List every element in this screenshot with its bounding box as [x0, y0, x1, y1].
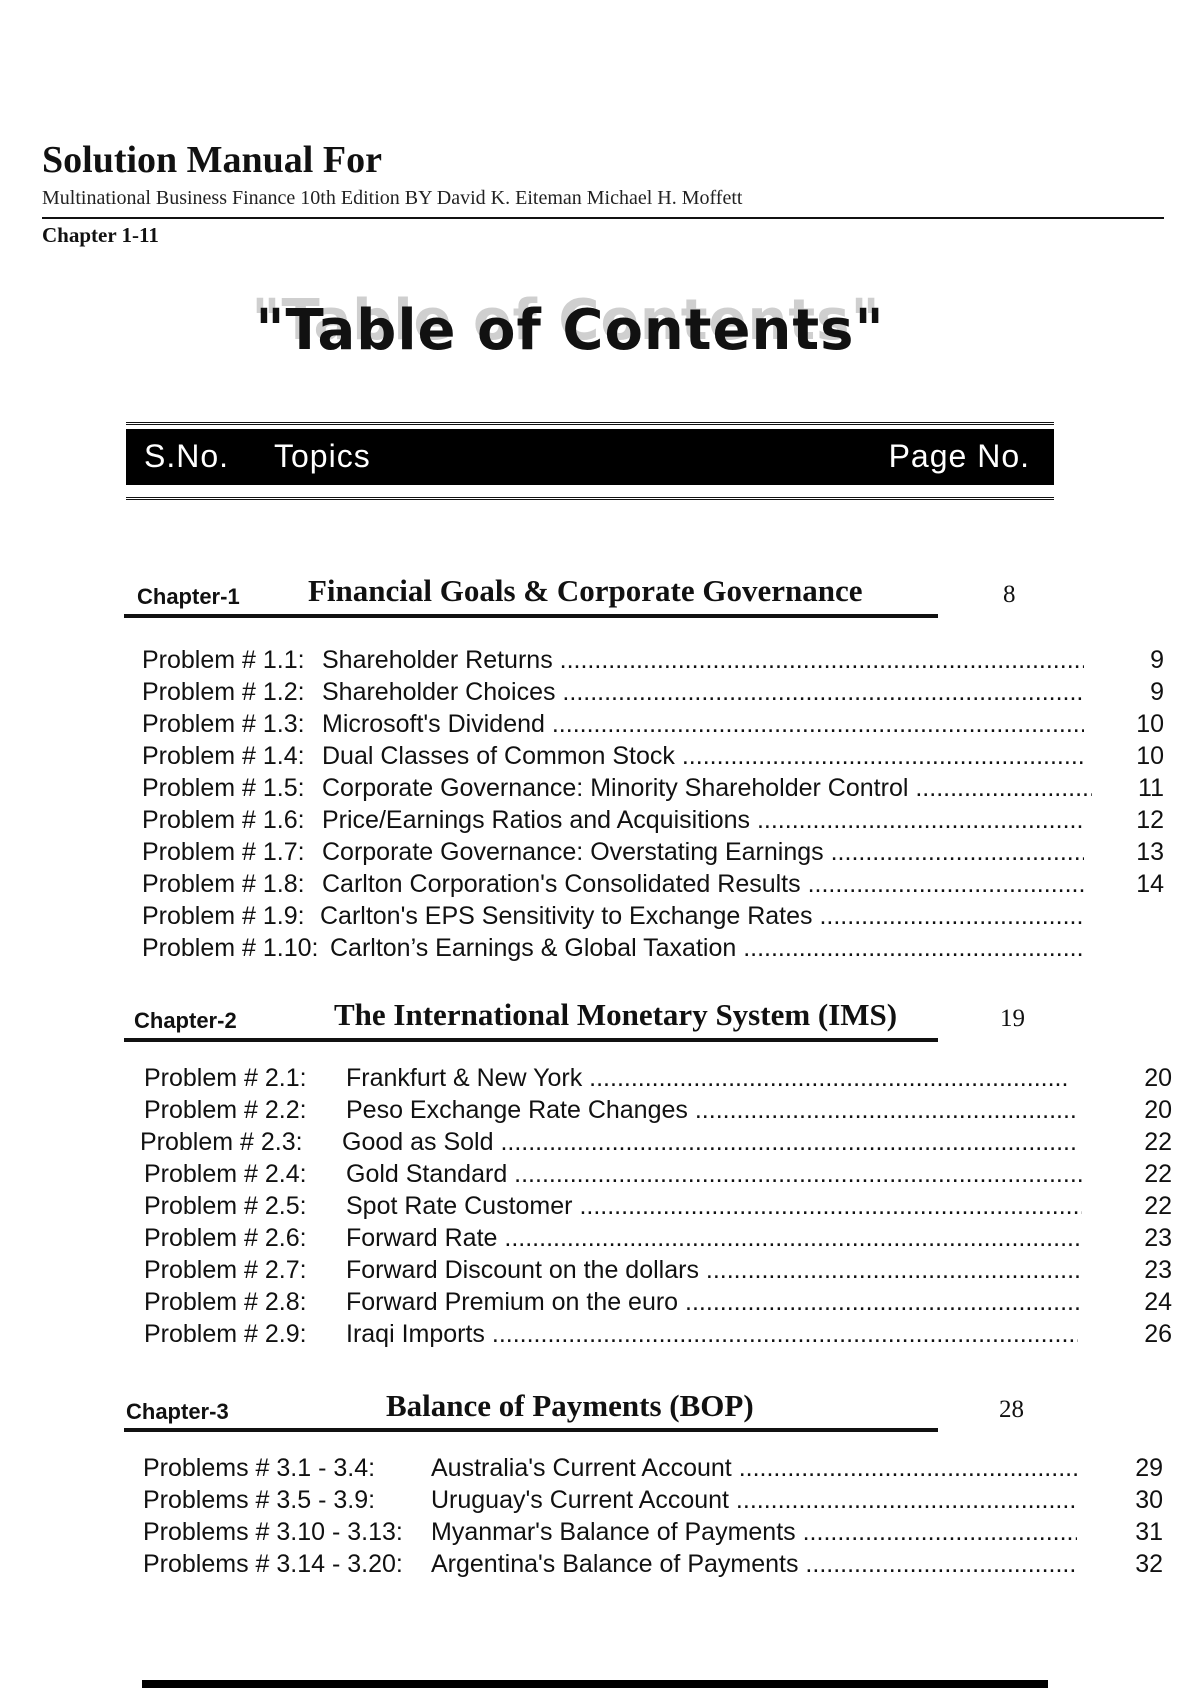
problem-topic: Peso Exchange Rate Changes .....: [346, 1096, 1078, 1125]
problem-number: Problem # 2.8:: [144, 1288, 307, 1316]
problem-page: 26: [1144, 1320, 1172, 1348]
problem-topic: Shareholder Returns .....: [322, 646, 1084, 675]
problem-page: 22: [1144, 1192, 1172, 1220]
chapter-divider: [124, 614, 938, 618]
problem-page: 14: [1136, 870, 1164, 898]
problem-number: Problems # 3.14 - 3.20:: [143, 1550, 403, 1578]
problem-topic: Dual Classes of Common Stock .....: [322, 742, 1084, 771]
problem-number: Problems # 3.5 - 3.9:: [143, 1486, 376, 1514]
problem-number: Problem # 1.1:: [142, 646, 305, 674]
problem-page: 10: [1136, 710, 1164, 738]
problem-page: 13: [1136, 838, 1164, 866]
problem-page: 23: [1144, 1224, 1172, 1252]
problem-topic: Corporate Governance: Minority Shareholder Control .....: [322, 774, 1092, 803]
problem-page: 24: [1144, 1288, 1172, 1316]
problem-topic: Price/Earnings Ratios and Acquisitions .....: [322, 806, 1084, 835]
chapter-heading: Balance of Payments (BOP): [386, 1388, 754, 1423]
problem-number: Problem # 2.9:: [144, 1320, 307, 1348]
problem-number: Problem # 1.7:: [142, 838, 305, 866]
problem-number: Problem # 2.1:: [144, 1064, 307, 1092]
problem-number: Problem # 1.4:: [142, 742, 305, 770]
problem-topic: Myanmar's Balance of Payments .....: [431, 1518, 1077, 1547]
problem-number: Problem # 2.6:: [144, 1224, 307, 1252]
problem-topic: Corporate Governance: Overstating Earnings .....: [322, 838, 1084, 867]
toc-header-bar: [126, 422, 1054, 500]
chapter-page: 28: [999, 1396, 1024, 1423]
problem-page: 31: [1135, 1518, 1163, 1546]
chapter-page: 19: [1000, 1005, 1025, 1032]
document-title: Solution Manual For: [42, 139, 382, 181]
problem-page: 30: [1135, 1486, 1163, 1514]
chapter-page: 8: [1003, 581, 1016, 608]
column-page-no: Page No.: [888, 438, 1030, 474]
problem-number: Problem # 1.5:: [142, 774, 305, 802]
problem-number: Problem # 1.9:: [142, 902, 305, 930]
problem-topic: Carlton's EPS Sensitivity to Exchange Rates .....: [320, 902, 1082, 931]
problem-page: 9: [1150, 646, 1164, 674]
problem-number: Problem # 1.2:: [142, 678, 305, 706]
problem-topic: Carlton Corporation's Consolidated Results .....: [322, 870, 1084, 899]
column-topics: Topics: [274, 438, 371, 474]
chapter-heading: The International Monetary System (IMS): [334, 997, 898, 1032]
problem-number: Problems # 3.1 - 3.4:: [143, 1454, 376, 1482]
problem-topic: Microsoft's Dividend .....: [322, 710, 1084, 739]
problem-page: 20: [1144, 1096, 1172, 1124]
problem-page: 9: [1150, 678, 1164, 706]
problem-topic: Forward Discount on the dollars .....: [346, 1256, 1082, 1285]
problem-topic: Gold Standard .....: [346, 1160, 1082, 1189]
problem-page: 32: [1135, 1550, 1163, 1578]
problem-page: 22: [1144, 1128, 1172, 1156]
problem-number: Problem # 1.10:: [142, 934, 319, 962]
problem-page: 12: [1136, 806, 1164, 834]
problem-number: Problem # 1.6:: [142, 806, 305, 834]
problem-page: 11: [1138, 774, 1164, 802]
problem-topic: Good as Sold .....: [342, 1128, 1078, 1157]
problem-topic: Iraqi Imports .....: [346, 1320, 1078, 1349]
problem-page: 29: [1135, 1454, 1163, 1482]
problem-page: 10: [1136, 742, 1164, 770]
problem-topic: Australia's Current Account .....: [431, 1454, 1081, 1483]
problem-topic: Forward Premium on the euro .....: [346, 1288, 1082, 1317]
problem-number: Problem # 2.7:: [144, 1256, 307, 1284]
column-sno: S.No.: [144, 438, 230, 474]
problem-page: 20: [1144, 1064, 1172, 1092]
problem-topic: Argentina's Balance of Payments .....: [431, 1550, 1077, 1579]
chapter-divider: [124, 1428, 938, 1432]
chapter-divider: [124, 1038, 938, 1042]
chapter-label: Chapter-2: [134, 1008, 237, 1033]
problem-number: Problems # 3.10 - 3.13:: [143, 1518, 403, 1546]
chapter-label: Chapter-1: [137, 584, 240, 609]
problem-number: Problem # 2.4:: [144, 1160, 307, 1188]
problem-topic: Frankfurt & New York .....: [346, 1064, 1070, 1093]
problem-number: Problem # 2.5:: [144, 1192, 307, 1220]
problem-number: Problem # 1.8:: [142, 870, 305, 898]
footer-divider: [142, 1680, 1048, 1688]
problem-page: 22: [1144, 1160, 1172, 1188]
problem-page: 23: [1144, 1256, 1172, 1284]
problem-topic: Uruguay's Current Account .....: [431, 1486, 1077, 1515]
chapter-range: Chapter 1-11: [42, 223, 159, 247]
document-subtitle: Multinational Business Finance 10th Edition BY David K. Eiteman Michael H. Moffett: [42, 187, 743, 209]
chapter-heading: Financial Goals & Corporate Governance: [308, 573, 863, 608]
problem-topic: Carlton’s Earnings & Global Taxation .....: [330, 934, 1082, 963]
problem-number: Problem # 2.2:: [144, 1096, 307, 1124]
chapter-label: Chapter-3: [126, 1399, 229, 1424]
header-divider: [42, 217, 1164, 219]
problem-number: Problem # 2.3:: [140, 1128, 303, 1156]
problem-topic: Spot Rate Customer .....: [346, 1192, 1082, 1221]
problem-number: Problem # 1.3:: [142, 710, 305, 738]
problem-topic: Forward Rate .....: [346, 1224, 1082, 1253]
problem-topic: Shareholder Choices .....: [322, 678, 1084, 707]
toc-title: "Table of Contents": [255, 298, 885, 363]
